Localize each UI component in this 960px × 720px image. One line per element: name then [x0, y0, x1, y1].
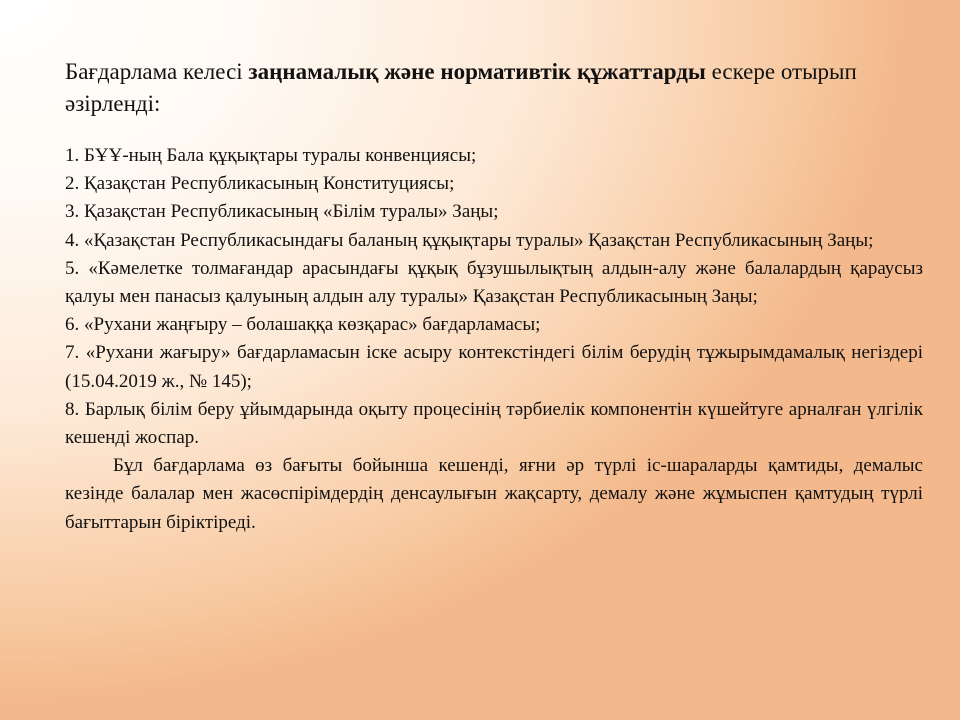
intro-bold-text: заңнамалық және нормативтік құжаттарды — [248, 59, 706, 84]
slide-content — [65, 56, 923, 537]
list-item: 7. «Рухани жағыру» бағдарламасын іске асыру контекстіндегі білім берудің тұжырымдамалық негіздері (15.04.2019 ж., № 145); — [65, 342, 923, 392]
intro-text-end: ескере отырып әзірленді: — [65, 59, 857, 116]
list-item: 3. Қазақстан Республикасының «Білім туралы» Заңы; — [65, 201, 499, 223]
list-item: 2. Қазақстан Республикасының Конституциясы; — [65, 173, 455, 195]
intro-paragraph — [65, 56, 923, 120]
closing-paragraph: Бұл бағдарлама өз бағыты бойынша кешенді, яғни әр түрлі іс-шараларды қамтиды, демалыс кезінде балалар мен жасөспірімдердің денсаулығын жақсарту, демалу және жұмыспен қамтудың түрлі бағыттарын біріктіреді. — [65, 455, 923, 533]
list-item: 1. БҰҰ-ның Бала құқықтары туралы конвенциясы; — [65, 145, 477, 166]
intro-text-start: Бағдарлама келесі — [65, 59, 249, 84]
list-item: 5. «Кәмелетке толмағандар арасындағы құқық бұзушылықтың алдын-алу және балалардың қараусыз қалуы мен панасыз қалуының алдын алу туралы» Қазақстан Республикасының Заңы; — [65, 257, 923, 308]
list-item: 4. «Қазақстан Республикасындағы баланың құқықтары туралы» Қазақстан Республикасының Заңы; — [65, 229, 874, 251]
legislation-list — [65, 142, 923, 452]
list-item: 6. «Рухани жаңғыру – болашаққа көзқарас» бағдарламасы; — [65, 314, 541, 336]
list-item: 8. Барлық білім беру ұйымдарында оқыту процесінің тәрбиелік компонентін күшейтуге арналған үлгілік кешенді жоспар. — [65, 398, 923, 449]
